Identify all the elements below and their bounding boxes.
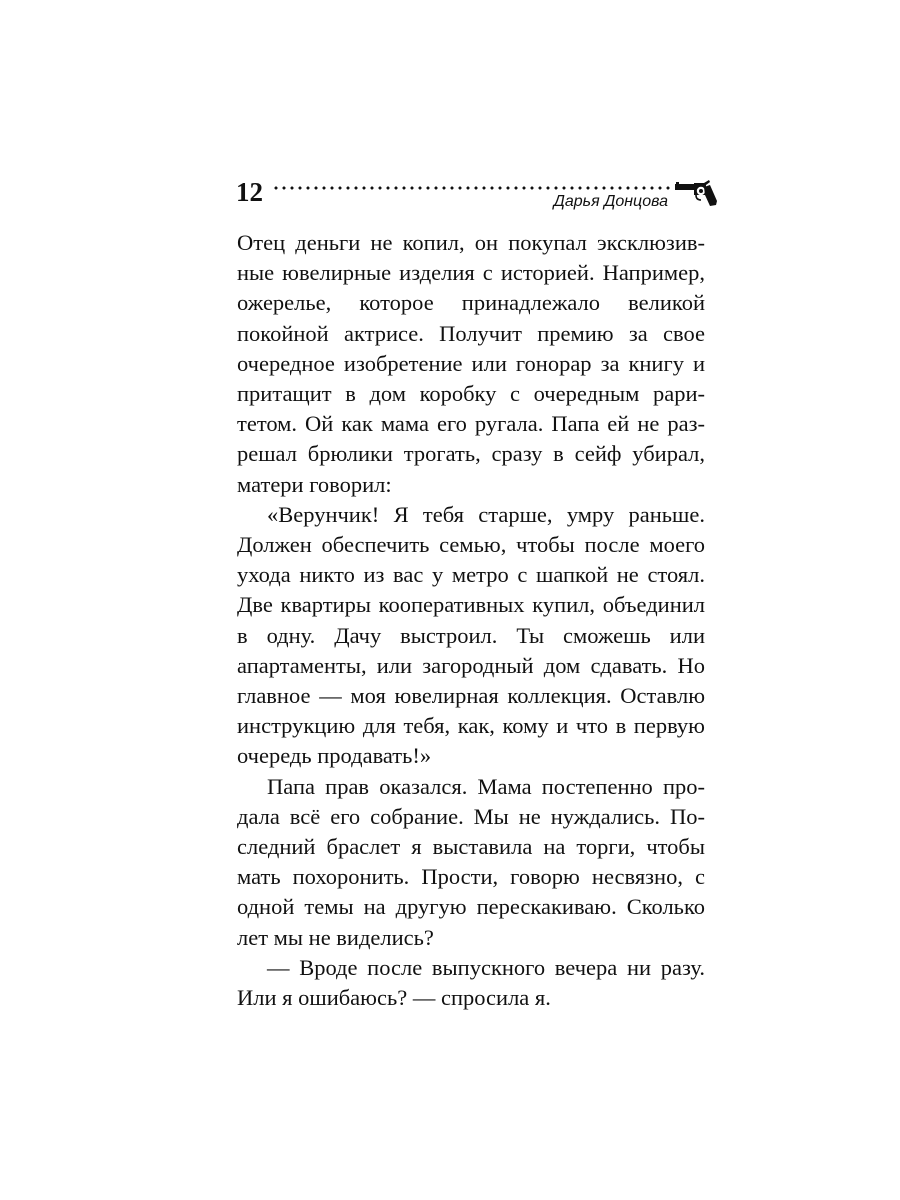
dotted-rule bbox=[272, 186, 670, 190]
revolver-icon bbox=[674, 179, 718, 207]
running-head-author: Дарья Донцова bbox=[553, 193, 668, 210]
paragraph: «Верунчик! Я тебя старше, умру раньше. Должен обеспечить семью, чтобы после моего ухода никто из вас у метро с шапкой не стоял. Две квартиры кооперативных купил, объединил в одну. Дачу выстроил. Ты сможешь или апартаменты, или загородный дом сдавать. Но главное — моя ювелирная коллекция. Оставлю инструкцию для тебя, как, кому и что в первую очередь продавать!» bbox=[237, 501, 705, 769]
body-text bbox=[237, 228, 705, 1013]
page-number: 12 bbox=[236, 177, 263, 207]
paragraph: Отец деньги не копил, он покупал эксклюзивные ювелирные изделия с историей. Например, ожерелье, которое принадлежало великой покойной актрисе. Получит премию за свое очередное изобретение или гонорар за книгу и притащит в дом коробку с очередным раритетом. Ой как мама его ругала. Папа ей не разрешал брюлики трогать, сразу в сейф убирал, матери говорил: bbox=[237, 230, 705, 497]
running-header bbox=[236, 176, 718, 212]
paragraph: Папа прав оказался. Мама постепенно продала всё его собрание. Мы не нуждались. Последний браслет я выставила на торги, чтобы мать похоронить. Прости, говорю несвязно, с одной темы на другую перескакиваю. Сколько лет мы не виделись? bbox=[237, 773, 705, 950]
paragraph: — Вроде после выпускного вечера ни разу. Или я ошибаюсь? — спросила я. bbox=[237, 954, 705, 1011]
